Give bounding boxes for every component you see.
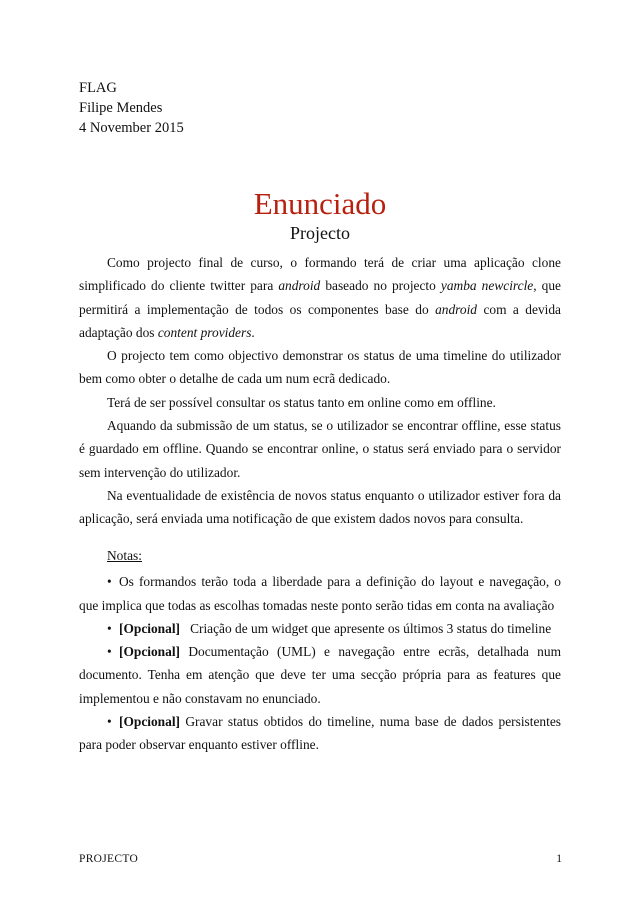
note-text: Criação de um widget que apresente os últimos 3 status do timeline <box>190 620 552 636</box>
paragraph-submission: Aquando da submissão de um status, se o utilizador se encontrar offline, esse status é guardado em offline. Quando se encontrar online, o status será enviado para o servidor sem intervenção do utilizador. <box>79 418 561 480</box>
note-text: Gravar status obtidos do timeline, numa base de dados persistentes para poder observar enquanto estiver offline. <box>79 714 561 753</box>
note-tag: [Opcional] <box>119 644 181 660</box>
note-item <box>79 710 561 757</box>
footer-label: PROJECTO <box>79 853 139 865</box>
note-tag: [Opcional] <box>119 620 181 636</box>
paragraph-intro-part: . <box>251 324 255 340</box>
term-android: android <box>278 278 321 294</box>
note-tag: [Opcional] <box>119 714 181 730</box>
note-text: Documentação (UML) e navegação entre ecrãs, detalhada num documento. Tenha em atenção que deve ter uma secção própria para as features que implementou e não constavam no enunciado. <box>79 644 561 706</box>
header-date: 4 November 2015 <box>79 120 184 136</box>
document-subtitle: Projecto <box>290 223 350 243</box>
paragraph-offline: Terá de ser possível consultar os status tanto em online como em offline. <box>107 394 496 410</box>
paragraph-intro-part: baseado no projecto <box>320 278 441 294</box>
bullet-icon: • <box>107 620 112 636</box>
paragraph-intro-part: Como projecto final de curso, o formando terá de criar uma aplicação clone simplificado do cliente twitter para <box>79 255 561 294</box>
page-number: 1 <box>556 853 562 865</box>
paragraph-intro-part: , que permitirá a implementação de todos os componentes base do <box>79 278 561 317</box>
paragraph-objective: O projecto tem como objectivo demonstrar os status de uma timeline do utilizador bem como obter o detalhe de cada um num ecrã dedicado. <box>79 348 561 387</box>
notes-title: Notas: <box>107 548 142 563</box>
paragraph-intro-part: com a devida adaptação dos <box>79 301 561 340</box>
term-yamba: yamba newcircle <box>440 278 534 294</box>
header-author: Filipe Mendes <box>79 100 163 116</box>
note-text: Os formandos terão toda a liberdade para a definição do layout e navegação, o que implica que todas as escolhas tomadas neste ponto serão tidas em conta na avaliação <box>79 574 561 613</box>
term-content-providers: content providers <box>157 324 252 340</box>
term-android: android <box>435 301 478 317</box>
document-header <box>79 78 184 138</box>
paragraph-notification: Na eventualidade de existência de novos status enquanto o utilizador estiver fora da aplicação, será enviada uma notificação de que existem dados novos para consulta. <box>79 487 561 527</box>
paragraph-intro <box>79 251 561 344</box>
document-body <box>79 251 561 531</box>
bullet-icon: • <box>107 644 112 660</box>
notes-section <box>79 544 561 757</box>
bullet-icon: • <box>107 574 112 590</box>
document-title: Enunciado <box>253 186 387 221</box>
note-item <box>79 570 561 617</box>
header-org: FLAG <box>79 80 117 96</box>
note-item <box>79 640 561 710</box>
bullet-icon: • <box>107 714 112 730</box>
note-item <box>79 617 561 640</box>
